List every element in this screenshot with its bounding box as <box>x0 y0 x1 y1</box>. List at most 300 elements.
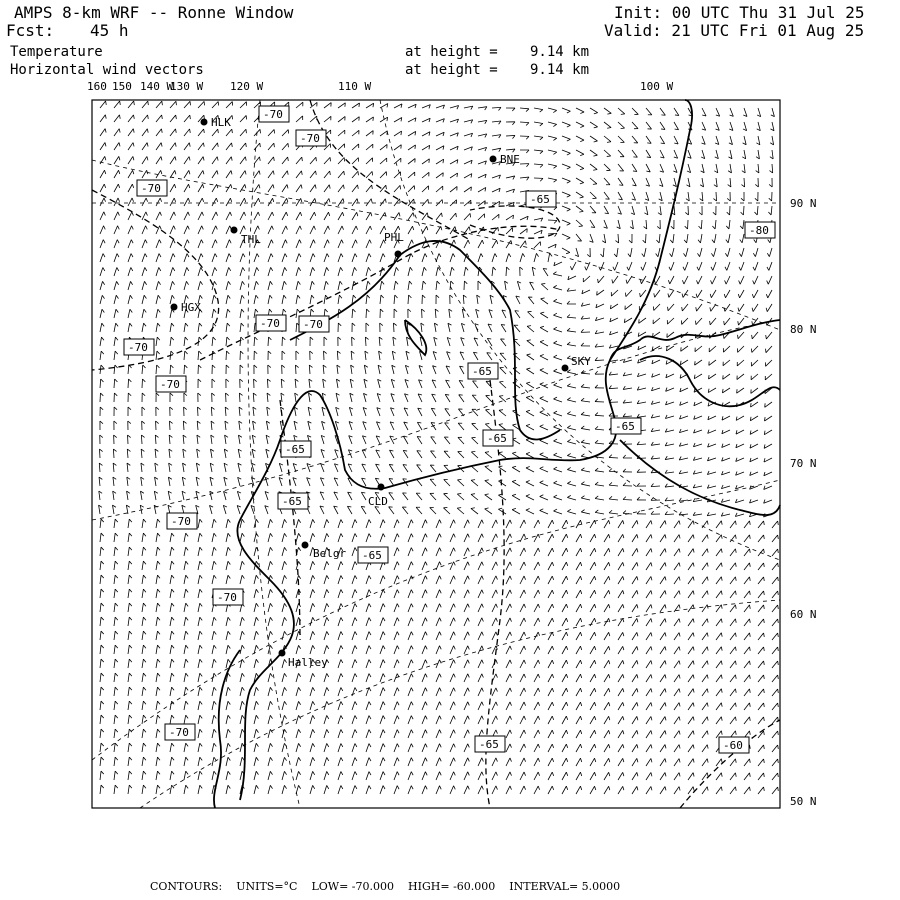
wind-vector <box>702 577 707 584</box>
wind-vector <box>422 646 425 654</box>
wind-barb <box>228 743 230 746</box>
wind-barb <box>721 521 722 525</box>
wind-barb <box>679 703 680 707</box>
wind-vector <box>581 484 590 486</box>
wind-vector <box>338 687 341 696</box>
wind-barb <box>454 534 456 538</box>
wind-vector <box>114 771 115 780</box>
wind-barb <box>242 729 244 732</box>
wind-barb <box>214 743 216 746</box>
wind-vector <box>100 101 106 108</box>
wind-vector <box>728 234 730 243</box>
wind-barb <box>553 152 556 154</box>
wind-vector <box>338 199 343 206</box>
wind-vector <box>156 351 157 360</box>
wind-vector <box>254 281 256 290</box>
wind-barb <box>215 267 217 270</box>
wind-vector <box>226 171 231 178</box>
wind-vector <box>282 673 284 682</box>
wind-barb <box>764 731 765 735</box>
wind-vector <box>184 575 186 584</box>
wind-vector <box>170 212 174 220</box>
wind-vector <box>114 589 115 598</box>
wind-vector <box>765 374 772 380</box>
wind-vector <box>296 267 299 276</box>
wind-vector <box>618 744 623 752</box>
wind-barb <box>188 226 190 230</box>
wind-barb <box>778 577 779 581</box>
wind-vector <box>726 276 730 284</box>
wind-barb <box>411 716 413 720</box>
wind-vector <box>156 101 162 108</box>
wind-barb <box>327 729 329 732</box>
wind-barb <box>158 715 160 718</box>
wind-vector <box>464 213 470 220</box>
wind-barb <box>607 142 611 143</box>
wind-vector <box>324 729 327 738</box>
wind-vector <box>212 157 217 164</box>
wind-barb <box>623 758 624 762</box>
wind-barb <box>623 455 626 458</box>
wind-vector <box>128 743 129 752</box>
wind-barb <box>499 466 503 467</box>
wind-vector <box>730 577 735 584</box>
wind-vector <box>296 295 298 304</box>
wind-vector <box>408 534 411 542</box>
wind-barb <box>119 143 120 147</box>
wind-barb <box>468 758 470 762</box>
wind-vector <box>253 393 254 402</box>
wind-barb <box>158 589 160 592</box>
wind-vector <box>744 717 750 724</box>
wind-vector <box>716 178 717 187</box>
wind-vector <box>380 295 381 304</box>
wind-barb <box>115 351 118 354</box>
wind-barb <box>313 575 315 578</box>
wind-vector <box>408 186 414 192</box>
wind-vector <box>444 494 450 500</box>
wind-vector <box>595 443 604 444</box>
wind-barb <box>768 239 770 242</box>
wind-vector <box>702 619 707 626</box>
wind-barb <box>425 772 427 776</box>
wind-barb <box>580 590 581 594</box>
wind-vector <box>170 659 172 668</box>
wind-vector <box>212 170 217 178</box>
wind-barb <box>538 716 539 720</box>
wind-barb <box>425 758 427 762</box>
wind-vector <box>534 716 538 724</box>
wind-vector <box>394 199 400 206</box>
wind-vector <box>156 659 158 668</box>
wind-vector <box>184 743 186 752</box>
wind-vector <box>226 687 228 696</box>
wind-vector <box>403 465 408 472</box>
wind-vector <box>618 548 623 556</box>
wind-vector <box>492 758 496 766</box>
wind-vector <box>443 508 450 514</box>
wind-barb <box>482 562 484 566</box>
wind-vector <box>156 519 158 528</box>
wind-vector <box>772 591 778 598</box>
wind-barb <box>411 590 413 594</box>
wind-vector <box>366 632 369 640</box>
wind-barb <box>115 617 118 620</box>
wind-barb <box>214 771 216 774</box>
wind-barb <box>201 267 203 270</box>
wind-vector <box>450 520 454 528</box>
wind-barb <box>269 309 272 312</box>
wind-vector <box>254 198 259 206</box>
wind-barb <box>595 744 596 748</box>
wind-barb <box>397 576 399 580</box>
wind-barb <box>412 226 413 230</box>
wind-barb <box>600 254 603 257</box>
wind-vector <box>534 590 538 598</box>
wind-vector <box>212 198 216 206</box>
wind-barb <box>536 253 538 256</box>
wind-barb <box>538 660 539 664</box>
wind-vector <box>282 785 284 794</box>
wind-barb <box>284 771 286 774</box>
wind-barb <box>468 716 470 720</box>
wind-vector <box>184 281 186 290</box>
station-label: PHL <box>384 231 404 244</box>
wind-barb <box>751 403 752 407</box>
wind-barb <box>623 590 624 594</box>
wind-barb <box>411 646 413 650</box>
wind-barb <box>580 674 581 678</box>
wind-vector <box>514 325 520 332</box>
wind-barb <box>231 171 232 175</box>
parallel-50n <box>140 600 780 808</box>
wind-barb <box>595 496 598 498</box>
wind-vector <box>268 757 270 766</box>
wind-vector <box>450 576 454 584</box>
wind-vector <box>562 786 566 794</box>
wind-barb <box>185 323 188 326</box>
wind-barb <box>665 689 666 693</box>
wind-barb <box>117 267 119 270</box>
wind-barb <box>498 508 502 509</box>
wind-barb <box>423 281 426 284</box>
wind-barb <box>101 337 104 340</box>
wind-vector <box>352 715 355 724</box>
wind-vector <box>128 170 133 178</box>
wind-vector <box>492 772 496 780</box>
wind-vector <box>114 645 115 654</box>
wind-barb <box>526 150 529 153</box>
wind-barb <box>214 561 216 564</box>
wind-vector <box>758 703 764 710</box>
wind-vector <box>567 290 576 291</box>
wind-barb <box>270 603 272 606</box>
contour-minus65-north <box>470 206 560 238</box>
wind-barb <box>115 589 118 592</box>
wind-vector <box>170 240 173 248</box>
wind-barb <box>699 226 702 229</box>
wind-vector <box>590 136 597 141</box>
wind-vector <box>744 787 750 794</box>
wind-barb <box>567 384 570 386</box>
wind-vector <box>506 730 510 738</box>
wind-barb <box>440 534 442 538</box>
wind-barb <box>627 267 629 271</box>
wind-vector <box>534 520 538 528</box>
map-frame <box>92 100 780 808</box>
wind-vector <box>665 458 674 460</box>
wind-vector <box>268 631 270 640</box>
wind-vector <box>156 589 158 598</box>
wind-barb <box>679 563 680 567</box>
wind-vector <box>282 575 284 584</box>
wind-vector <box>744 647 750 654</box>
wind-vector <box>487 338 492 346</box>
wind-vector <box>499 453 506 458</box>
wind-barb <box>440 702 442 706</box>
wind-barb <box>256 757 258 760</box>
wind-vector <box>562 590 566 598</box>
wind-barb <box>540 481 544 483</box>
wind-barb <box>764 521 765 525</box>
wind-barb <box>229 267 231 270</box>
wind-barb <box>440 548 442 552</box>
wind-barb <box>397 744 399 748</box>
wind-barb <box>471 508 475 509</box>
wind-barb <box>273 184 274 188</box>
wind-vector <box>737 360 744 366</box>
wind-barb <box>143 785 146 788</box>
wind-barb <box>566 772 567 776</box>
wind-vector <box>100 519 101 528</box>
wind-barb <box>735 549 736 553</box>
wind-vector <box>282 659 284 668</box>
wind-barb <box>270 547 272 550</box>
wind-barb <box>510 632 511 636</box>
wind-vector <box>352 645 355 654</box>
wind-vector <box>338 631 341 640</box>
wind-barb <box>540 397 544 399</box>
wind-vector <box>632 618 637 626</box>
wind-vector <box>380 199 385 206</box>
wind-vector <box>464 604 468 612</box>
wind-vector <box>520 534 524 542</box>
wind-barb <box>284 547 286 550</box>
wind-vector <box>352 103 359 108</box>
wind-vector <box>352 212 357 220</box>
wind-barb <box>496 716 498 720</box>
wind-vector <box>674 521 679 528</box>
wind-vector <box>436 590 440 598</box>
wind-vector <box>553 371 562 374</box>
wind-vector <box>337 351 338 360</box>
wind-barb <box>726 226 729 229</box>
wind-barb <box>538 576 539 580</box>
wind-vector <box>211 435 212 444</box>
wind-barb <box>409 295 412 298</box>
wind-vector <box>140 491 142 500</box>
wind-barb <box>327 267 329 270</box>
wind-barb <box>595 618 596 622</box>
wind-vector <box>212 743 214 752</box>
wind-barb <box>129 715 132 718</box>
wind-barb <box>200 603 202 606</box>
wind-vector <box>576 108 584 112</box>
wind-vector <box>601 262 604 270</box>
wind-vector <box>506 646 510 654</box>
wind-barb <box>566 520 567 524</box>
wind-vector <box>660 675 665 682</box>
wind-vector <box>744 759 750 766</box>
wind-vector <box>590 108 598 113</box>
wind-barb <box>129 659 132 662</box>
wind-barb <box>454 646 456 650</box>
wind-vector <box>408 131 416 136</box>
wind-vector <box>310 226 314 234</box>
wind-vector <box>450 253 453 262</box>
wind-barb <box>327 533 329 536</box>
wind-barb <box>143 771 146 774</box>
wind-vector <box>198 129 204 136</box>
wind-barb <box>214 757 216 760</box>
wind-vector <box>472 395 478 402</box>
wind-vector <box>609 471 618 472</box>
wind-vector <box>632 786 637 794</box>
wind-vector <box>604 576 609 584</box>
wind-barb <box>623 674 624 678</box>
wind-barb <box>581 510 584 512</box>
wind-vector <box>730 703 735 710</box>
wind-vector <box>534 786 538 794</box>
wind-vector <box>604 604 609 612</box>
wind-vector <box>527 355 534 360</box>
wind-vector <box>170 589 172 598</box>
wind-barb <box>482 772 484 776</box>
wind-vector <box>660 647 665 654</box>
wind-vector <box>562 548 566 556</box>
wind-vector <box>464 548 468 556</box>
wind-barb <box>497 240 498 244</box>
wind-barb <box>341 701 343 704</box>
wind-barb <box>651 702 652 706</box>
wind-vector <box>526 482 534 486</box>
wind-vector <box>730 787 735 794</box>
wind-vector <box>644 248 646 257</box>
wind-barb <box>158 575 160 578</box>
wind-vector <box>184 143 189 150</box>
wind-vector <box>170 157 175 164</box>
wind-barb <box>651 618 652 622</box>
wind-barb <box>424 267 426 270</box>
wind-barb <box>327 254 329 258</box>
wind-vector <box>660 745 665 752</box>
wind-vector <box>730 164 731 173</box>
wind-vector <box>366 744 369 752</box>
wind-vector <box>581 428 590 430</box>
wind-barb <box>383 660 385 664</box>
wind-vector <box>534 150 543 151</box>
wind-barb <box>707 787 708 791</box>
wind-vector <box>738 346 744 352</box>
wind-vector <box>324 295 325 304</box>
wind-vector <box>100 631 101 640</box>
wind-vector <box>268 687 270 696</box>
wind-barb <box>468 702 470 706</box>
wind-vector <box>772 717 778 724</box>
wind-vector <box>436 548 440 556</box>
wind-vector <box>268 281 270 290</box>
wind-vector <box>100 184 104 192</box>
wind-vector <box>338 603 341 612</box>
wind-vector <box>156 212 160 220</box>
wind-vector <box>268 198 273 206</box>
wind-barb <box>623 604 624 608</box>
wind-vector <box>338 701 341 710</box>
wind-barb <box>270 589 272 592</box>
wind-vector <box>366 772 369 780</box>
wind-barb <box>214 715 216 718</box>
wind-barb <box>524 632 525 636</box>
wind-vector <box>142 212 146 220</box>
wind-vector <box>674 675 679 682</box>
wind-barb <box>242 645 244 648</box>
wind-vector <box>114 533 115 542</box>
wind-vector <box>548 576 552 584</box>
wind-barb <box>482 688 484 692</box>
wind-barb <box>353 309 356 312</box>
station-belgr <box>302 542 347 561</box>
wind-barb <box>260 143 261 147</box>
wind-barb <box>538 534 539 538</box>
wind-vector <box>534 136 543 137</box>
wind-vector <box>472 438 478 444</box>
wind-vector <box>674 661 679 668</box>
wind-barb <box>327 687 329 690</box>
wind-vector <box>562 136 570 139</box>
wind-vector <box>604 730 609 738</box>
wind-vector <box>240 254 243 262</box>
wind-barb <box>623 562 624 566</box>
wind-barb <box>707 773 708 777</box>
wind-vector <box>240 212 244 220</box>
wind-vector <box>646 562 651 570</box>
wind-vector <box>436 267 438 276</box>
wind-vector <box>183 421 184 430</box>
wind-barb <box>567 467 570 469</box>
wind-vector <box>581 512 590 514</box>
wind-vector <box>709 360 716 365</box>
wind-vector <box>553 329 562 332</box>
wind-vector <box>548 618 552 626</box>
wind-vector <box>730 675 735 682</box>
wind-barb <box>327 673 329 676</box>
wind-barb <box>679 549 680 553</box>
wind-vector <box>604 632 609 640</box>
wind-vector <box>351 365 352 374</box>
wind-barb <box>199 351 202 354</box>
wind-barb <box>526 382 530 383</box>
wind-vector <box>254 323 255 332</box>
wind-vector <box>768 290 772 298</box>
wind-barb <box>709 375 710 379</box>
wind-barb <box>397 730 399 734</box>
wind-vector <box>766 332 772 339</box>
wind-barb <box>146 226 148 230</box>
wind-vector <box>310 171 316 178</box>
wind-vector <box>758 773 764 780</box>
wind-vector <box>730 759 735 766</box>
wind-barb <box>312 295 314 298</box>
